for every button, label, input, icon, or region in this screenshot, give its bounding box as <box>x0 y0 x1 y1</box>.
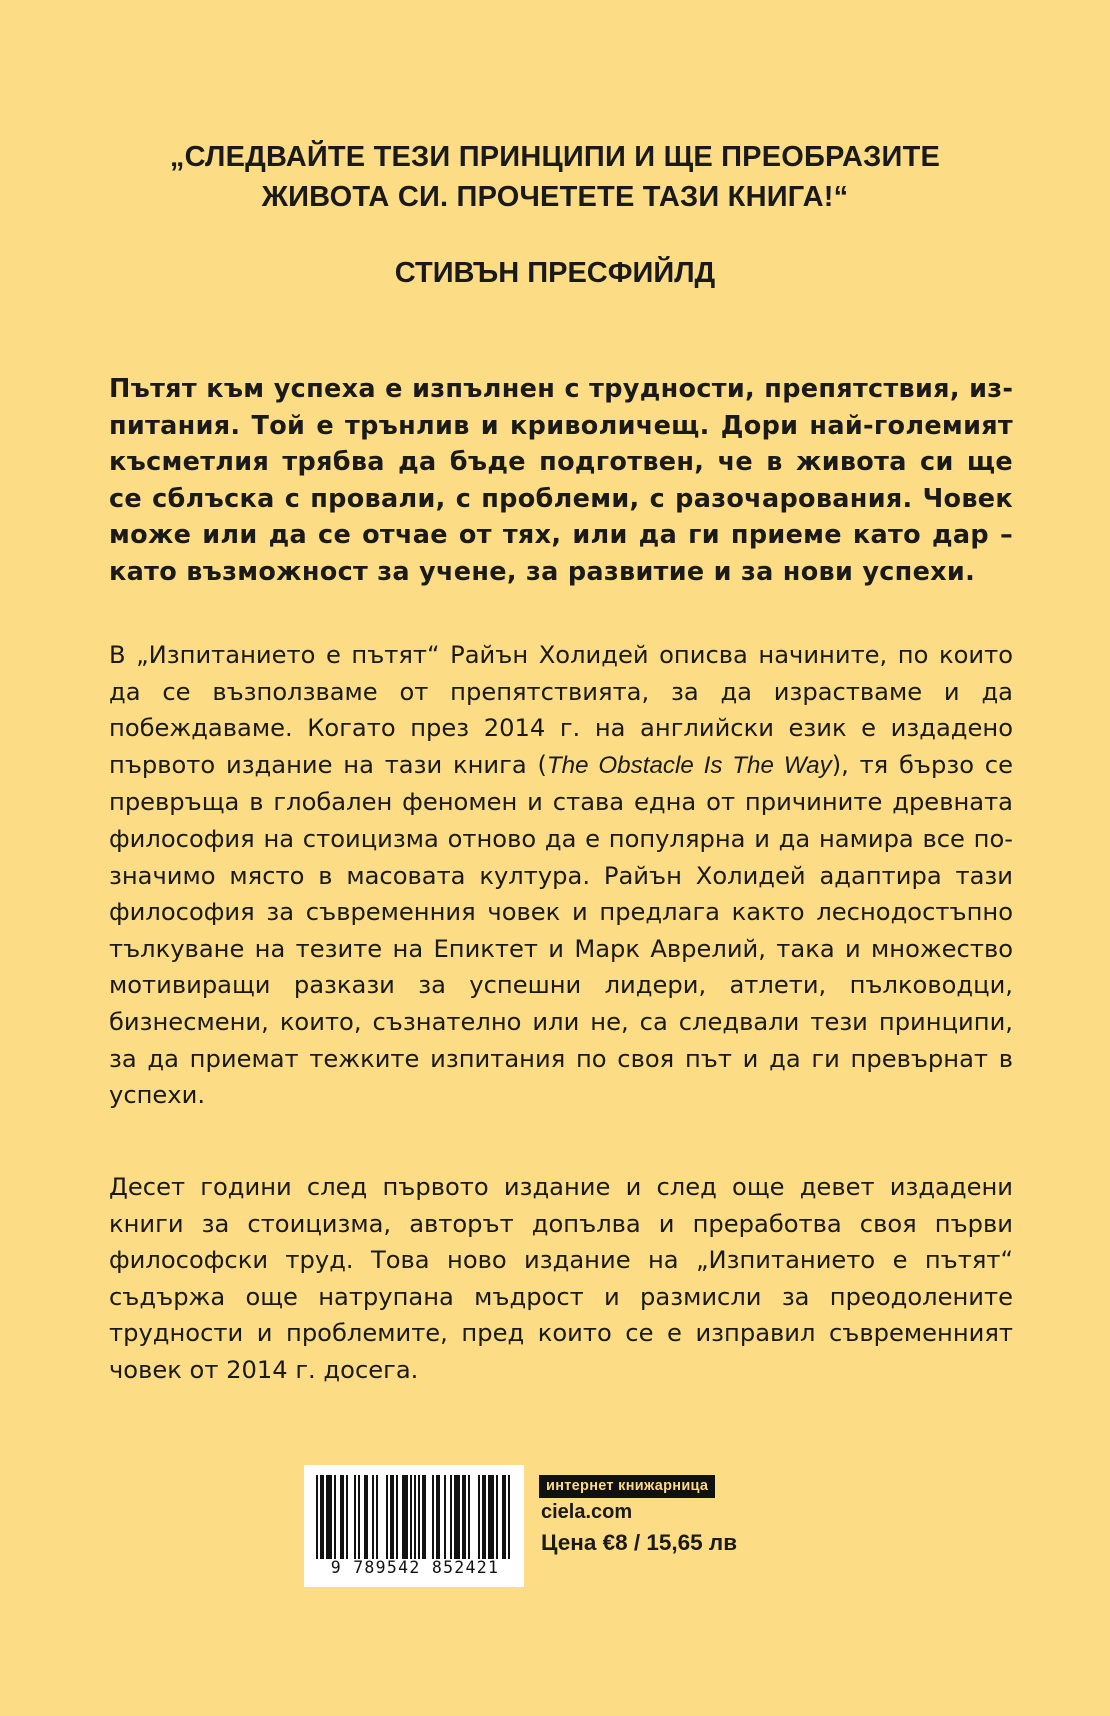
barcode-bar <box>418 1475 420 1559</box>
body-paragraph-1 <box>109 637 1013 1114</box>
body-paragraph-1-part-1: В „Изпитанието е пътят“ Райън Холидей описва начините, по които да се възползваме от препятствията, за да израстваме и да побеждаваме. Когато през 2014 г. на английски език е издадено първото издание на тази книга ( <box>109 641 1013 779</box>
barcode <box>304 1465 524 1587</box>
barcode-bar <box>496 1475 498 1559</box>
barcode-bar <box>334 1475 336 1559</box>
barcode-bar <box>450 1475 452 1559</box>
barcode-bar <box>478 1475 480 1559</box>
lead-paragraph: Пътят към успеха е изпълнен с трудности, препятствия, изпитания. Той е трънлив и криволичещ. Дори най-големият късметлия трябва да бъде подготвен, че в живота си ще се сблъска с провали, с проблеми, с разочарования. Човек може или да се отчае от тях, или да ги приеме като дар – като възможност за учене, за развитие и за нови успехи. <box>109 374 1013 587</box>
barcode-bar <box>508 1475 510 1559</box>
quote-author: СТИВЪН ПРЕСФИЙЛД <box>394 257 716 289</box>
barcode-bar <box>316 1475 318 1559</box>
barcode-bar <box>376 1475 378 1559</box>
barcode-bar <box>410 1475 412 1559</box>
barcode-bar <box>340 1475 344 1559</box>
barcode-bar <box>414 1475 416 1559</box>
body-paragraph-2: Десет години след първото издание и след още девет издадени книги за стоицизма, авторът допълва и преработва своя първи философски труд. Това ново издание на „Изпитанието е пътят“ съдържа още натрупана мъдрост и размисли за преодолените трудности и проблемите, пред които се е изправил съвременният човек от 2014 г. досега. <box>109 1173 1013 1384</box>
barcode-bar <box>436 1475 440 1559</box>
shop-badge: интернет книжарница <box>539 1475 715 1498</box>
barcode-bar <box>454 1475 460 1559</box>
barcode-bar <box>320 1475 324 1559</box>
barcode-bar <box>432 1475 434 1559</box>
quote-line-1: „СЛЕДВАЙТЕ ТЕЗИ ПРИНЦИПИ И ЩЕ ПРЕОБРАЗИТЕ <box>169 141 941 173</box>
barcode-bar <box>386 1475 388 1559</box>
price: Цена €8 / 15,65 лв <box>541 1530 738 1555</box>
cover-quote <box>150 137 960 217</box>
barcode-bar <box>482 1475 486 1559</box>
barcode-bars <box>314 1475 514 1559</box>
barcode-bar <box>462 1475 466 1559</box>
barcode-bar <box>364 1475 368 1559</box>
barcode-bar <box>444 1475 446 1559</box>
barcode-bar <box>502 1475 506 1559</box>
isbn-digits: 9 789542 852421 <box>330 1558 500 1577</box>
barcode-bar <box>346 1475 348 1559</box>
barcode-bar <box>402 1475 408 1559</box>
barcode-bar <box>468 1475 470 1559</box>
shop-url: ciela.com <box>541 1501 633 1523</box>
barcode-bar <box>372 1475 374 1559</box>
barcode-bar <box>326 1475 332 1559</box>
barcode-bar <box>354 1475 356 1559</box>
barcode-bar <box>422 1475 426 1559</box>
barcode-bar <box>358 1475 360 1559</box>
english-title: The Obstacle Is The Way <box>546 751 832 779</box>
quote-line-2: ЖИВОТА СИ. ПРОЧЕТЕТЕ ТАЗИ КНИГА!“ <box>261 181 849 213</box>
barcode-bar <box>488 1475 494 1559</box>
barcode-bar <box>390 1475 394 1559</box>
barcode-bar <box>396 1475 398 1559</box>
body-paragraph-1-part-2: ), тя бързо се превръща в глобален феномен и става една от причините древната философия на стоицизма отново да е популярна и да намира все по-значимо място в масовата култура. Райън Холидей адаптира тази философия за съвременния човек и предлага както леснодостъпно тълкуване на тезите на Епиктет и Марк Аврелий, така и множество мотивиращи разкази за успешни лидери, атлети, пълководци, бизнесмени, които, съзнателно или не, са следвали тези принципи, за да приемат тежките изпитания по своя път и да ги превърнат в успехи. <box>109 750 1013 1110</box>
